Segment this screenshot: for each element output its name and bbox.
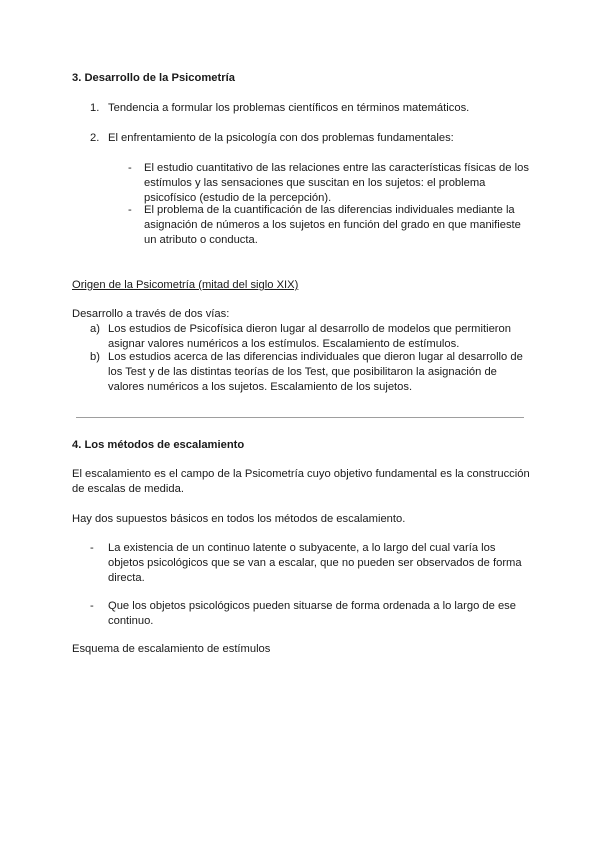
origen-intro: Desarrollo a través de dos vías: [72,308,230,320]
bullet-item [72,599,532,629]
lettered-text: Los estudios de Psicofísica dieron lugar al desarrollo de modelos que permitieron asignar valores numéricos a los estímulos. Escalamiento de estímulos. [108,323,511,350]
sub-bullet-item [124,203,530,248]
lettered-text: Los estudios acerca de las diferencias individuales que dieron lugar al desarrollo de los Test y de las distintas teorías de los Test, que posibilitaron la asignación de valores numéricos a los sujetos. Escalamiento de los sujetos. [108,351,523,393]
numbered-item [72,101,532,116]
lettered-item [72,322,532,352]
section-3-heading: 3. Desarrollo de la Psicometría [72,72,235,84]
bullet-marker: - [128,162,132,174]
section-4-paragraph: El escalamiento es el campo de la Psicometría cuyo objetivo fundamental es la construcción de escalas de medida. [72,468,530,495]
section-4-paragraph: Hay dos supuestos básicos en todos los métodos de escalamiento. [72,513,406,525]
horizontal-divider [76,417,524,418]
section-4-heading: 4. Los métodos de escalamiento [72,439,245,451]
lettered-marker: b) [90,351,100,363]
numbered-marker: 2. [90,132,100,144]
numbered-marker: 1. [90,102,100,114]
origen-title: Origen de la Psicometría (mitad del siglo XIX) [72,279,299,291]
lettered-item [72,350,532,395]
bullet-text: La existencia de un continuo latente o subyacente, a lo largo del cual varía los objetos psicológicos que se van a escalar, que no pueden ser observados de forma directa. [108,542,522,584]
numbered-text: Tendencia a formular los problemas científicos en términos matemáticos. [108,102,470,114]
numbered-text: El enfrentamiento de la psicología con dos problemas fundamentales: [108,132,454,144]
bullet-text: El estudio cuantitativo de las relaciones entre las características físicas de los estímulos y las sensaciones que suscitan en los sujetos: el problema psicofísico (estudio de la percepción). [144,162,529,204]
bullet-marker: - [90,600,94,612]
bullet-item [72,541,532,586]
bullet-text: El problema de la cuantificación de las diferencias individuales mediante la asignación de números a los sujetos en función del grado en que manifieste un atributo o conducta. [144,204,521,246]
numbered-item [72,131,532,146]
bullet-marker: - [128,204,132,216]
lettered-marker: a) [90,323,100,335]
bullet-marker: - [90,542,94,554]
closing-line: Esquema de escalamiento de estímulos [72,643,271,655]
bullet-text: Que los objetos psicológicos pueden situarse de forma ordenada a lo largo de ese continuo. [108,600,516,627]
sub-bullet-item [124,161,530,206]
